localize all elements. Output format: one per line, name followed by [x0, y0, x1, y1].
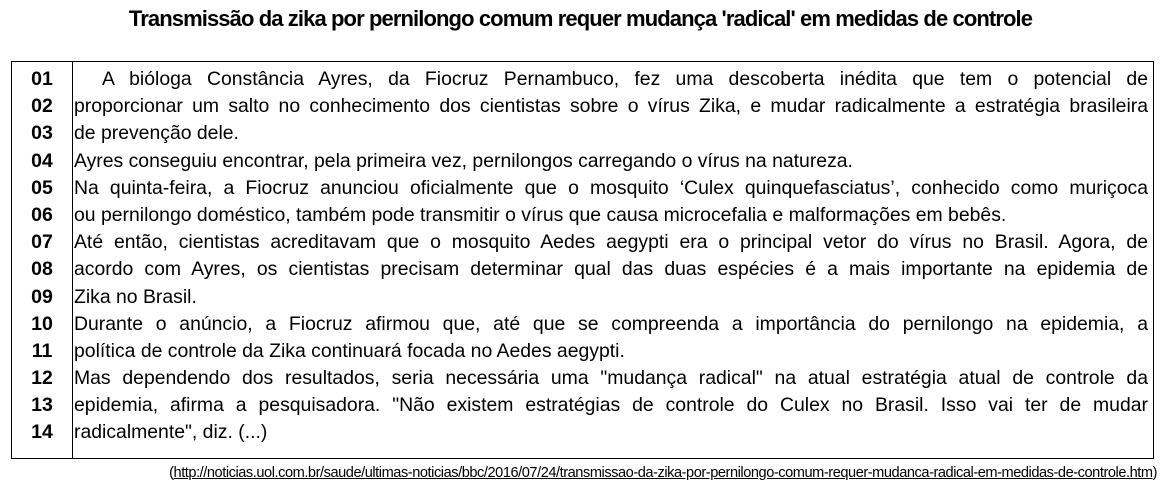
- source-open-paren: (: [169, 465, 174, 481]
- line-number: 02: [31, 95, 53, 118]
- line-number: 07: [31, 231, 53, 254]
- article-body: [74, 66, 1148, 447]
- text-line: de prevenção dele.: [74, 122, 239, 145]
- numbered-text-box: [11, 61, 1154, 459]
- text-line: Até então, cientistas acreditavam que o mosquito Aedes aegypti era o principal vetor do vírus no Brasil. Agora, de: [74, 231, 1148, 254]
- text-line: proporcionar um salto no conhecimento dos cientistas sobre o vírus Zika, e mudar radicalmente a estratégia brasileira: [74, 95, 1148, 118]
- line-number: 11: [31, 339, 53, 362]
- text-line: Ayres conseguiu encontrar, pela primeira vez, pernilongos carregando o vírus na natureza.: [74, 149, 853, 172]
- source-link[interactable]: http://noticias.uol.com.br/saude/ultimas-noticias/bbc/2016/07/24/transmissao-da-zika-por-pernilongo-comum-requer-mudanca-radical-em-medidas-de-controle.htm: [173, 465, 1153, 481]
- column-divider: [72, 62, 73, 458]
- line-number: 14: [31, 421, 53, 444]
- text-line: Mas dependendo dos resultados, seria necessária uma "mudança radical" na atual estratégia atual de controle da: [74, 367, 1148, 390]
- text-line: A bióloga Constância Ayres, da Fiocruz Pernambuco, fez uma descoberta inédita que tem o potencial de: [102, 68, 1148, 90]
- line-number: 12: [31, 367, 53, 390]
- text-line: Zika no Brasil.: [74, 285, 197, 308]
- line-number: 05: [31, 176, 53, 199]
- source-close-paren: ): [1152, 465, 1157, 481]
- line-number: 06: [31, 203, 53, 226]
- text-line: Durante o anúncio, a Fiocruz afirmou que, até que se compreenda a importância do pernilongo na epidemia, a: [74, 312, 1148, 335]
- text-line: política de controle da Zika continuará focada no Aedes aegypti.: [74, 339, 625, 362]
- article-title: Transmissão da zika por pernilongo comum requer mudança 'radical' em medidas de controle: [128, 6, 1033, 31]
- text-line: Na quinta-feira, a Fiocruz anunciou oficialmente que o mosquito ‘Culex quinquefasciatus’, conhecido como muriçoca: [74, 176, 1148, 199]
- line-number: 03: [31, 122, 53, 145]
- text-line: ou pernilongo doméstico, também pode transmitir o vírus que causa microcefalia e malformações em bebês.: [74, 203, 1007, 226]
- line-number: 13: [31, 394, 53, 417]
- line-number: 08: [31, 258, 53, 281]
- line-number: 09: [31, 285, 53, 308]
- text-line: radicalmente", diz. (...): [74, 421, 268, 444]
- text-line: acordo com Ayres, os cientistas precisam determinar qual das duas espécies é a mais importante na epidemia de: [74, 258, 1148, 281]
- line-number: 10: [31, 312, 53, 335]
- source-citation: [0, 463, 1157, 483]
- line-number: 04: [31, 149, 53, 172]
- line-number: 01: [31, 68, 53, 90]
- text-line: epidemia, afirma a pesquisadora. "Não existem estratégias de controle do Culex no Brasil. Isso vai ter de mudar: [74, 394, 1148, 417]
- line-number-column: [12, 66, 72, 447]
